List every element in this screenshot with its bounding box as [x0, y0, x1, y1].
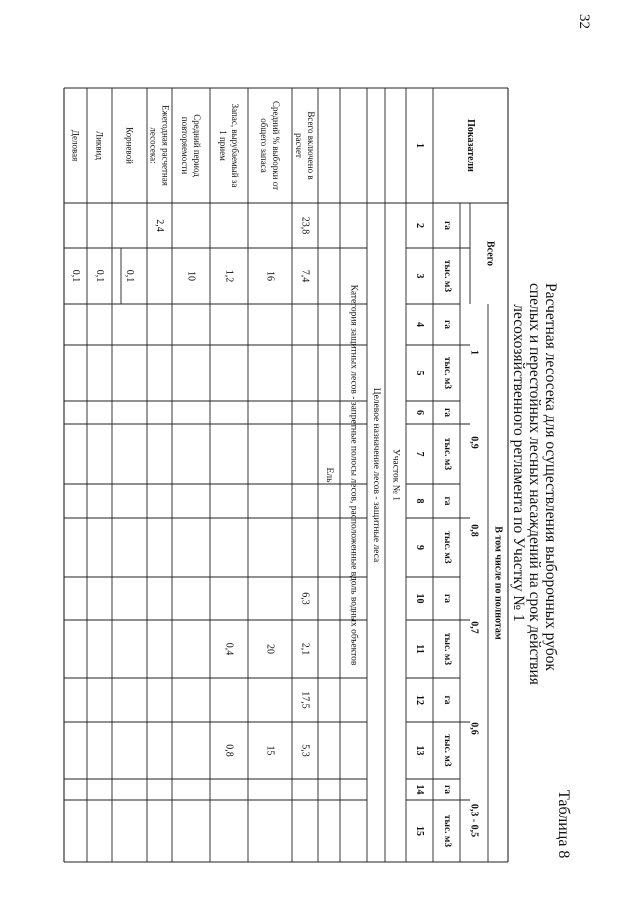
col-number-15: 15 [414, 826, 425, 836]
cell-value: 6,3 [299, 592, 311, 605]
col-number-9: 9 [414, 545, 425, 550]
cell-value: 17,5 [299, 691, 311, 709]
cell-value: 10 [185, 271, 197, 281]
cell-value: 5,3 [299, 744, 311, 757]
cell-value: 2,1 [299, 642, 311, 656]
unit-ha: га [442, 407, 452, 418]
density-2: 0,9 [468, 436, 480, 449]
unit-vol: тыс. м3 [442, 259, 452, 293]
cell-value: 0,1 [124, 269, 135, 283]
title-line-2: спелых и перестойных лесных насаждений на срок действия [526, 283, 543, 685]
col-number-5: 5 [414, 370, 425, 376]
cell-value: 0,1 [70, 269, 81, 283]
density-6: 0,3 - 0,5 [468, 803, 480, 838]
unit-vol: тыс. м3 [442, 632, 452, 666]
header-including: В том числе по полнотам [492, 526, 504, 640]
unit-vol: тыс. м3 [442, 531, 452, 564]
cell-value: 23,8 [299, 216, 311, 235]
table-label: Таблица 8 [555, 790, 572, 859]
col-number-7: 7 [414, 451, 425, 457]
row-label: повторяемости [180, 116, 190, 175]
row-label: Запас, вырубаемый за [230, 103, 240, 188]
cell-value: 0,8 [223, 744, 235, 757]
section-species: Ель [324, 467, 334, 483]
cell-value: 0,4 [223, 642, 235, 656]
col-number-3: 3 [414, 273, 425, 279]
section-purpose: Целевое назначение лесов - защитные леса [371, 387, 381, 563]
cell-value: 2,4 [154, 219, 165, 232]
col-number-1: 1 [414, 143, 425, 148]
col-number-6: 6 [414, 410, 425, 415]
section-category: Категория защитных лесов - запретные полосы лесов, расположенные вдоль водных объектов [348, 284, 359, 666]
row-label: расчет [294, 133, 304, 158]
unit-vol: тыс. м3 [442, 356, 452, 390]
col-number-4: 4 [414, 322, 425, 327]
density-1: 1 [468, 350, 480, 355]
col-number-8: 8 [414, 498, 425, 504]
unit-vol: тыс. м3 [442, 814, 452, 848]
cell-value: 1,2 [223, 269, 235, 283]
cell-value: 15 [264, 745, 276, 756]
section-plot: Участок № 1 [390, 449, 401, 501]
unit-ha: га [442, 220, 452, 231]
row-label: Всего включено в [306, 111, 316, 180]
row-label: Корневой [124, 127, 135, 164]
cell-value: 0,1 [94, 269, 105, 283]
title-line-1: Расчетная лесосека для осуществления выборочных рубок [542, 283, 559, 671]
col-number-11: 11 [414, 644, 425, 654]
unit-ha: га [442, 695, 452, 705]
col-number-10: 10 [414, 593, 425, 604]
row-label: Ликвид [94, 131, 105, 160]
col-number-13: 13 [414, 745, 425, 756]
row-label: Ежегодная расчетная [160, 105, 171, 186]
cell-value: 7,4 [299, 269, 311, 283]
header-indicators: Показатели [465, 119, 476, 172]
col-number-2: 2 [414, 223, 425, 228]
density-4: 0,7 [468, 621, 480, 634]
cell-value: 20 [264, 644, 276, 654]
row-label: Средний период [192, 114, 202, 177]
unit-vol: тыс. м3 [442, 437, 452, 471]
row-label: 1 прием [218, 130, 228, 161]
unit-ha: га [442, 496, 452, 506]
col-number-12: 12 [414, 695, 425, 705]
header-total: Всего [484, 241, 496, 266]
unit-vol: тыс. м3 [442, 734, 452, 767]
page-number: 32 [576, 14, 592, 29]
title-line-3: лесохозяйственного регламента по Участку № 1 [510, 304, 527, 622]
col-number-14: 14 [414, 784, 425, 795]
cell-value: 16 [264, 271, 276, 281]
row-label: Средний % выборки от [271, 100, 281, 191]
density-5: 0,6 [468, 722, 480, 735]
row-label: лесосека: [148, 127, 159, 164]
unit-ha: га [442, 319, 452, 330]
unit-ha: га [442, 784, 452, 795]
row-label: Деловая [70, 129, 81, 162]
density-3: 0,8 [468, 524, 480, 537]
unit-ha: га [442, 593, 452, 604]
row-label: общего запаса [259, 118, 269, 173]
